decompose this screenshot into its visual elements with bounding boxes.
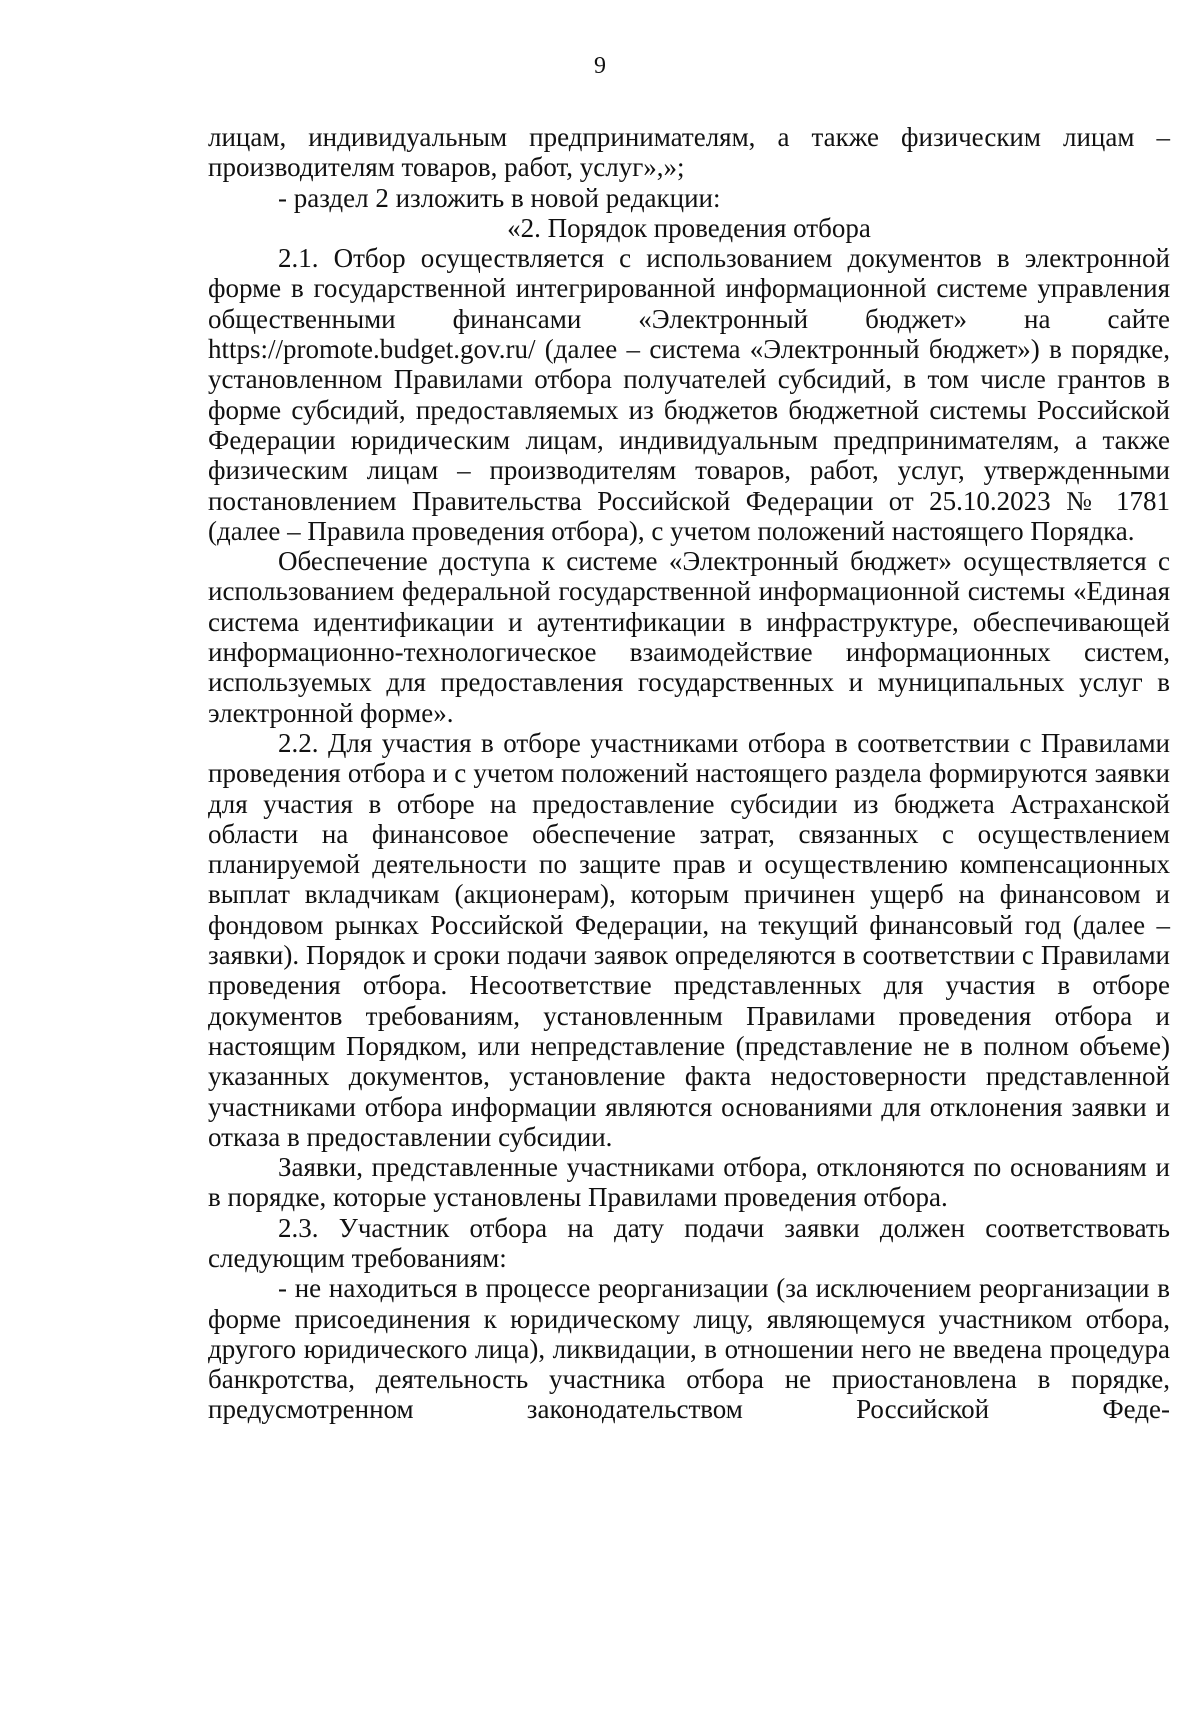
paragraph-2-3: 2.3. Участник отбора на дату подачи заявки должен соответствовать следующим требованиям: bbox=[208, 1212, 1170, 1273]
paragraph-2-1: 2.1. Отбор осуществляется с использованием документов в электронной форме в государственной интегрированной информационной системе управления общественными финансами «Электронный бюджет» на сайте https://promote.budget.gov.ru/ (далее – система «Электронный бюджет») в порядке, установленном Правилами отбора получателей субсидий, в том числе грантов в форме субсидий, предоставляемых из бюджетов бюджетной системы Российской Федерации юридическим лицам, индивидуальным предпринимателям, а также физическим лицам – производителям товаров, работ, услуг, утвержденными постановлением Правительства Российской Федерации от 25.10.2023 № 1781 (далее – Правила проведения отбора), с учетом положений настоящего Порядка. bbox=[208, 243, 1170, 546]
page-number: 9 bbox=[594, 53, 606, 79]
paragraph-requirement-item: - не находиться в процессе реорганизации (за исключением реорганизации в форме присоединения к юридическому лицу, являющемуся участником отбора, другого юридического лица), ликвидации, в отношении него не введена процедура банкротства, деятельность участника отбора не приостановлена в порядке, предусмотренном законодательством Российской Феде- bbox=[208, 1273, 1170, 1425]
section-heading: «2. Порядок проведения отбора bbox=[507, 212, 871, 243]
paragraph-section-instruction: - раздел 2 изложить в новой редакции: bbox=[278, 182, 721, 213]
document-body bbox=[208, 122, 1170, 1425]
paragraph-continuation: лицам, индивидуальным предпринимателям, а также физическим лицам – производителям товаров, работ, услуг»,»; bbox=[208, 122, 1170, 183]
paragraph-rejection: Заявки, представленные участниками отбора, отклоняются по основаниям и в порядке, которые установлены Правилами проведения отбора. bbox=[208, 1152, 1170, 1213]
paragraph-access: Обеспечение доступа к системе «Электронный бюджет» осуществляется с использованием федеральной государственной информационной системы «Единая система идентификации и аутентификации в инфраструктуре, обеспечивающей информационно-технологическое взаимодействие информационных систем, используемых для предоставления государственных и муниципальных услуг в электронной форме». bbox=[208, 546, 1170, 728]
paragraph-2-2: 2.2. Для участия в отборе участниками отбора в соответствии с Правилами проведения отбора и с учетом положений настоящего раздела формируются заявки для участия в отборе на предоставление субсидии из бюджета Астраханской области на финансовое обеспечение затрат, связанных с осуществлением планируемой деятельности по защите прав и осуществлению компенсационных выплат вкладчикам (акционерам), которым причинен ущерб на финансовом и фондовом рынках Российской Федерации, на текущий финансовый год (далее – заявки). Порядок и сроки подачи заявок определяются в соответствии с Правилами проведения отбора. Несоответствие представленных для участия в отборе документов требованиям, установленным Правилами проведения отбора и настоящим Порядком, или непредставление (представление не в полном объеме) указанных документов, установление факта недостоверности представленной участниками отбора информации являются основаниями для отклонения заявки и отказа в предоставлении субсидии. bbox=[208, 727, 1170, 1152]
